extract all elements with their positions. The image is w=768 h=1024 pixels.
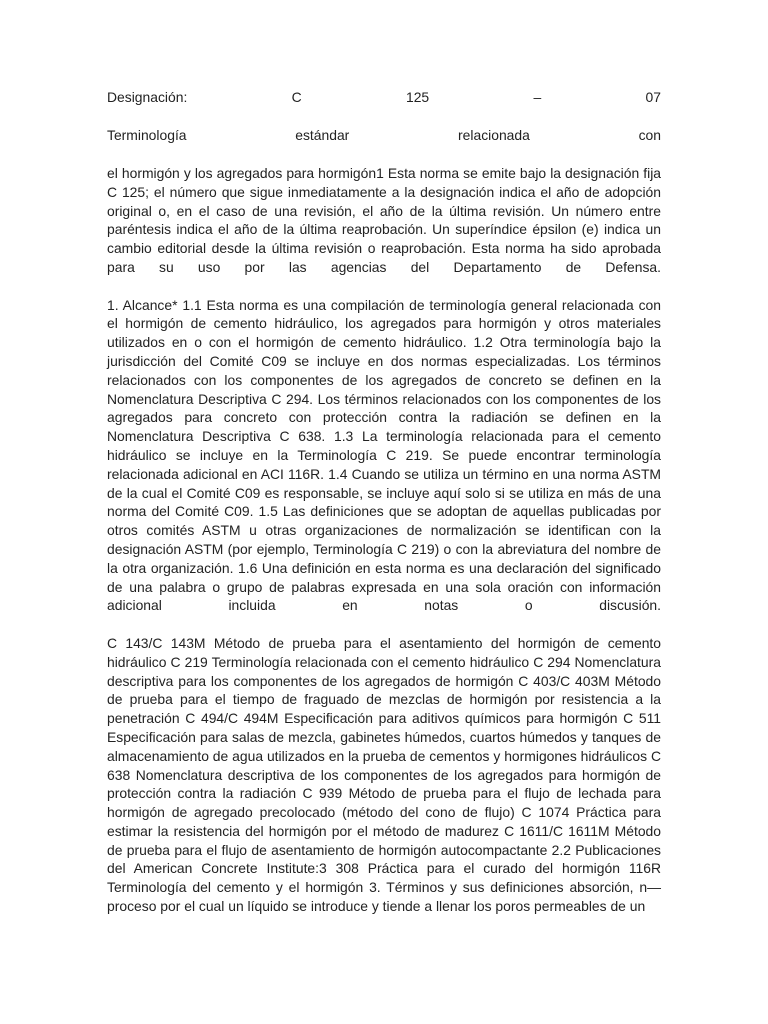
title-word-4: con [638,127,661,143]
designation-line [107,88,661,107]
title-word-3: relacionada [458,127,530,143]
designation-number: 125 [405,89,430,105]
paragraph-references: C 143/C 143M Método de prueba para el asentamiento del hormigón de cemento hidráulico C 219 Terminología relacionada con el cemento hidráulico C 294 Nomenclatura descriptiva para los componentes de los agregados de hormigón C 403/C 403M Método de prueba para el tiempo de fraguado de mezclas de hormigón por resistencia a la penetración C 494/C 494M Especificación para aditivos químicos para hormigón C 511 Especificación para salas de mezcla, gabinetes húmedos, cuartos húmedos y tanques de almacenamiento de agua utilizados en la prueba de cementos y hormigones hidráulicos C 638 Nomenclatura descriptiva de los componentes de los agregados para hormigón de protección contra la radiación C 939 Método de prueba para el flujo de lechada para hormigón de agregado precolocado (método del cono de flujo) C 1074 Práctica para estimar la resistencia del hormigón por el método de madurez C 1611/C 1611M Método de prueba para el flujo de asentamiento de hormigón autocompactante 2.2 Publicaciones del American Concrete Institute:3 308 Práctica para el curado del hormigón 116R Terminología del cemento y el hormigón 3. Términos y sus definiciones absorción, n— proceso por el cual un líquido se introduce y tiende a llenar los poros permeables de un [107,634,661,915]
designation-label: Designación: [107,89,188,105]
title-word-1: Terminología [107,127,187,143]
title-word-2: estándar [295,127,350,143]
document-page [107,88,661,916]
title-line [107,126,661,145]
paragraph-scope: 1. Alcance* 1.1 Esta norma es una compilación de terminología general relacionada con el hormigón de cemento hidráulico, los agregados para hormigón y otros materiales utilizados en o con el hormigón de cemento hidráulico. 1.2 Otra terminología bajo la jurisdicción del Comité C09 se incluye en dos normas especializadas. Los términos relacionados con los componentes de los agregados de concreto se definen en la Nomenclatura Descriptiva C 294. Los términos relacionados con los componentes de los agregados para concreto con protección contra la radiación se definen en la Nomenclatura Descriptiva C 638. 1.3 La terminología relacionada para el cemento hidráulico se incluye en la Terminología C 219. Se puede encontrar terminología relacionada adicional en ACI 116R. 1.4 Cuando se utiliza un término en una norma ASTM de la cual el Comité C09 es responsable, se incluye aquí solo si se utiliza en más de una norma del Comité C09. 1.5 Las definiciones que se adoptan de aquellas publicadas por otros comités ASTM u otras organizaciones de normalización se identifican con la designación ASTM (por ejemplo, Terminología C 219) o con la abreviatura del nombre de la otra organización. 1.6 Una definición en esta norma es una declaración del significado de una palabra o grupo de palabras expresada en una sola oración con información adicional incluida en notas o discusión. [107,296,661,614]
designation-dash: – [533,89,542,105]
paragraph-intro: el hormigón y los agregados para hormigón1 Esta norma se emite bajo la designación fija C 125; el número que sigue inmediatamente a la designación indica el año de adopción original o, en el caso de una revisión, el año de la última revisión. Un número entre paréntesis indica el año de la última reaprobación. Un superíndice épsilon (e) indica un cambio editorial desde la última revisión o reaprobación. Esta norma ha sido aprobada para su uso por las agencias del Departamento de Defensa. [107,165,661,275]
designation-letter: C [291,89,302,105]
designation-year: 07 [645,89,661,105]
